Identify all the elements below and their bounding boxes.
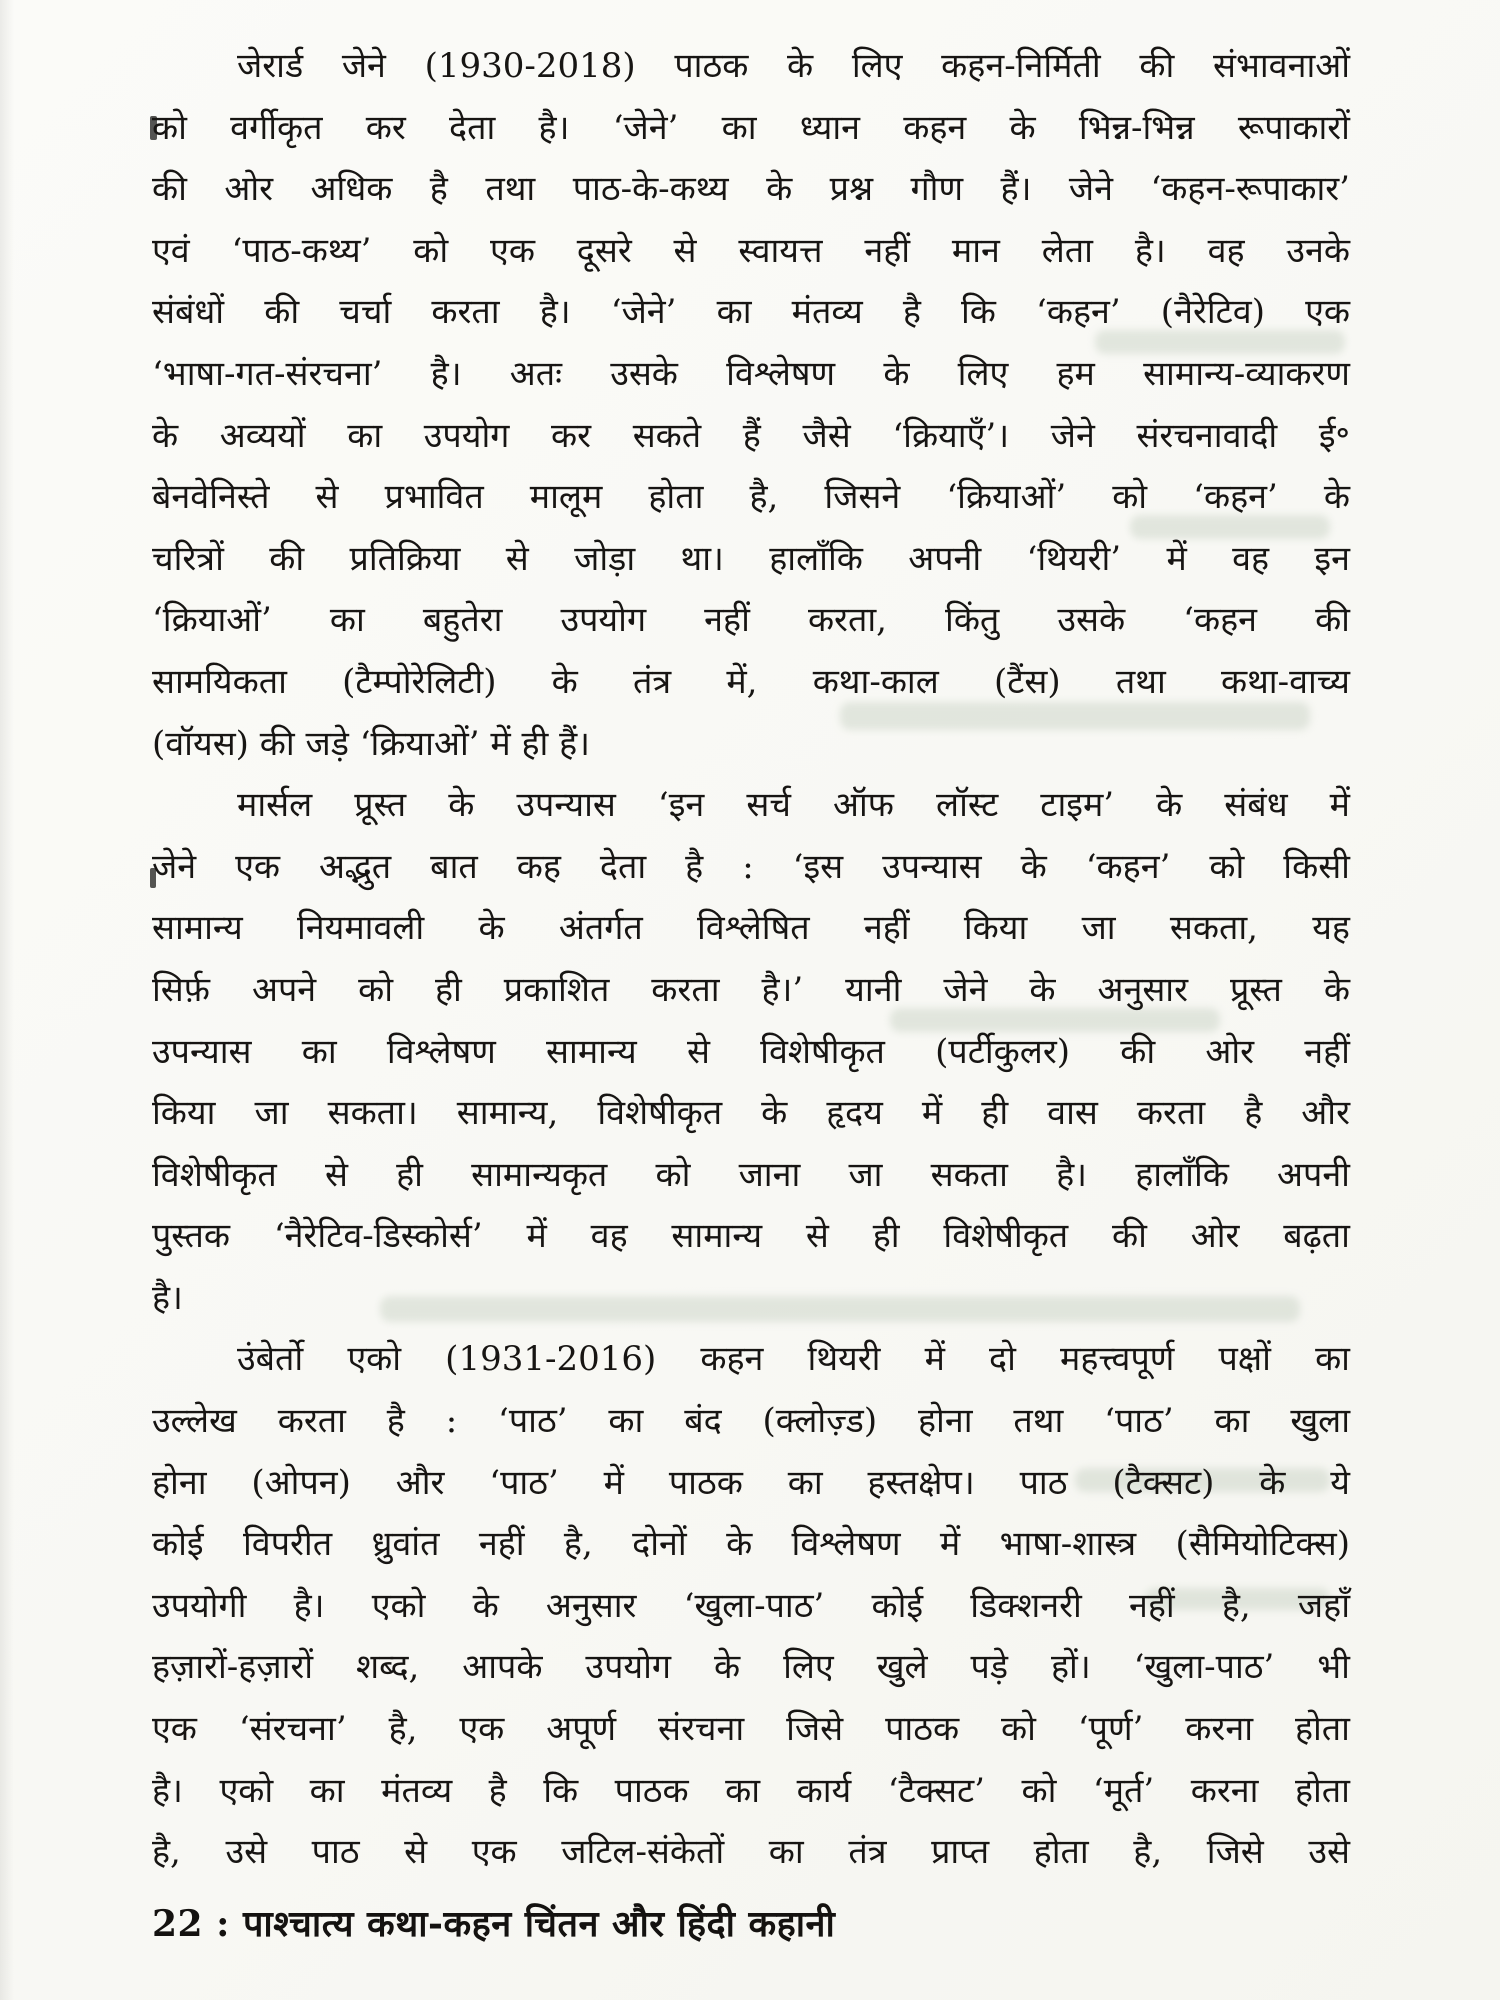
text-line: सिर्फ़ अपने को ही प्रकाशित करता है।’ यानी जेने के अनुसार प्रूस्त के (152, 969, 1350, 1010)
text-line: उपन्यास का विश्लेषण सामान्य से विशेषीकृत (पर्टीकुलर) की ओर नहीं (152, 1031, 1350, 1072)
text-line: सामयिकता (टैम्पोरेलिटी) के तंत्र में, कथा-काल (टैंस) तथा कथा-वाच्य (152, 661, 1350, 702)
text-line: उल्लेख करता है : ‘पाठ’ का बंद (क्लोज़्ड) होना तथा ‘पाठ’ का खुला (152, 1401, 1350, 1442)
text-line: (वॉयस) की जड़े ‘क्रियाओं’ में ही हैं। (152, 723, 591, 764)
text-line: के अव्ययों का उपयोग कर सकते हैं जैसे ‘क्रियाएँ’। जेने संरचनावादी ई॰ (152, 415, 1350, 456)
text-line: जेरार्ड जेने (1930-2018) पाठक के लिए कहन-निर्मिती की संभावनाओं (237, 46, 1350, 86)
text-line: है, उसे पाठ से एक जटिल-संकेतों का तंत्र प्राप्त होता है, जिसे उसे (152, 1832, 1350, 1873)
text-line: सामान्य नियमावली के अंतर्गत विश्लेषित नहीं किया जा सकता, यह (152, 908, 1350, 949)
text-line: एक ‘संरचना’ है, एक अपूर्ण संरचना जिसे पाठक को ‘पूर्ण’ करना होता (152, 1709, 1350, 1750)
page-footer-running-title: 22 : पाश्चात्य कथा-कहन चिंतन और हिंदी कहानी (152, 1903, 836, 1945)
scan-edge-shadow (0, 0, 14, 2000)
text-line: चरित्रों की प्रतिक्रिया से जोड़ा था। हालाँकि अपनी ‘थियरी’ में वह इन (152, 538, 1350, 579)
body-text (152, 36, 1350, 1884)
text-line: होना (ओपन) और ‘पाठ’ में पाठक का हस्तक्षेप। पाठ (टैक्सट) के ये (152, 1462, 1350, 1503)
text-line: को वर्गीकृत कर देता है। ‘जेने’ का ध्यान कहन के भिन्न-भिन्न रूपाकारों (152, 107, 1350, 148)
text-line: विशेषीकृत से ही सामान्यकृत को जाना जा सकता है। हालाँकि अपनी (152, 1154, 1350, 1195)
text-line: बेनवेनिस्ते से प्रभावित मालूम होता है, जिसने ‘क्रियाओं’ को ‘कहन’ के (152, 477, 1350, 518)
text-line: है। एको का मंतव्य है कि पाठक का कार्य ‘टैक्सट’ को ‘मूर्त’ करना होता (152, 1770, 1350, 1811)
text-line: ‘क्रियाओं’ का बहुतेरा उपयोग नहीं करता, किंतु उसके ‘कहन की (152, 600, 1350, 641)
text-line: मार्सल प्रूस्त के उपन्यास ‘इन सर्च ऑफ लॉस्ट टाइम’ के संबंध में (237, 785, 1350, 826)
text-line: संबंधों की चर्चा करता है। ‘जेने’ का मंतव्य है कि ‘कहन’ (नैरेटिव) एक (152, 292, 1350, 333)
text-line: की ओर अधिक है तथा पाठ-के-कथ्य के प्रश्न गौण हैं। जेने ‘कहन-रूपाकार’ (152, 169, 1350, 210)
text-line: एवं ‘पाठ-कथ्य’ को एक दूसरे से स्वायत्त नहीं मान लेता है। वह उनके (152, 230, 1350, 271)
text-line: पुस्तक ‘नैरेटिव-डिस्कोर्स’ में वह सामान्य से ही विशेषीकृत की ओर बढ़ता (152, 1216, 1350, 1257)
paragraph (152, 36, 1350, 775)
paragraph (152, 775, 1350, 1329)
text-line: ‘भाषा-गत-संरचना’ है। अतः उसके विश्लेषण के लिए हम सामान्य-व्याकरण (152, 353, 1350, 394)
text-line: कोई विपरीत ध्रुवांत नहीं है, दोनों के विश्लेषण में भाषा-शास्त्र (सैमियोटिक्स) (152, 1524, 1350, 1565)
text-line: उंबेर्तो एको (1931-2016) कहन थियरी में दो महत्त्वपूर्ण पक्षों का (237, 1339, 1350, 1380)
text-line: किया जा सकता। सामान्य, विशेषीकृत के हृदय में ही वास करता है और (152, 1093, 1350, 1134)
text-line: है। (152, 1277, 183, 1318)
text-line: हज़ारों-हज़ारों शब्द, आपके उपयोग के लिए खुले पड़े हों। ‘खुला-पाठ’ भी (152, 1647, 1350, 1688)
paragraph (152, 1329, 1350, 1883)
text-line: जेने एक अद्भुत बात कह देता है : ‘इस उपन्यास के ‘कहन’ को किसी (152, 846, 1350, 887)
text-line: उपयोगी है। एको के अनुसार ‘खुला-पाठ’ कोई डिक्शनरी नहीं है, जहाँ (152, 1585, 1350, 1626)
